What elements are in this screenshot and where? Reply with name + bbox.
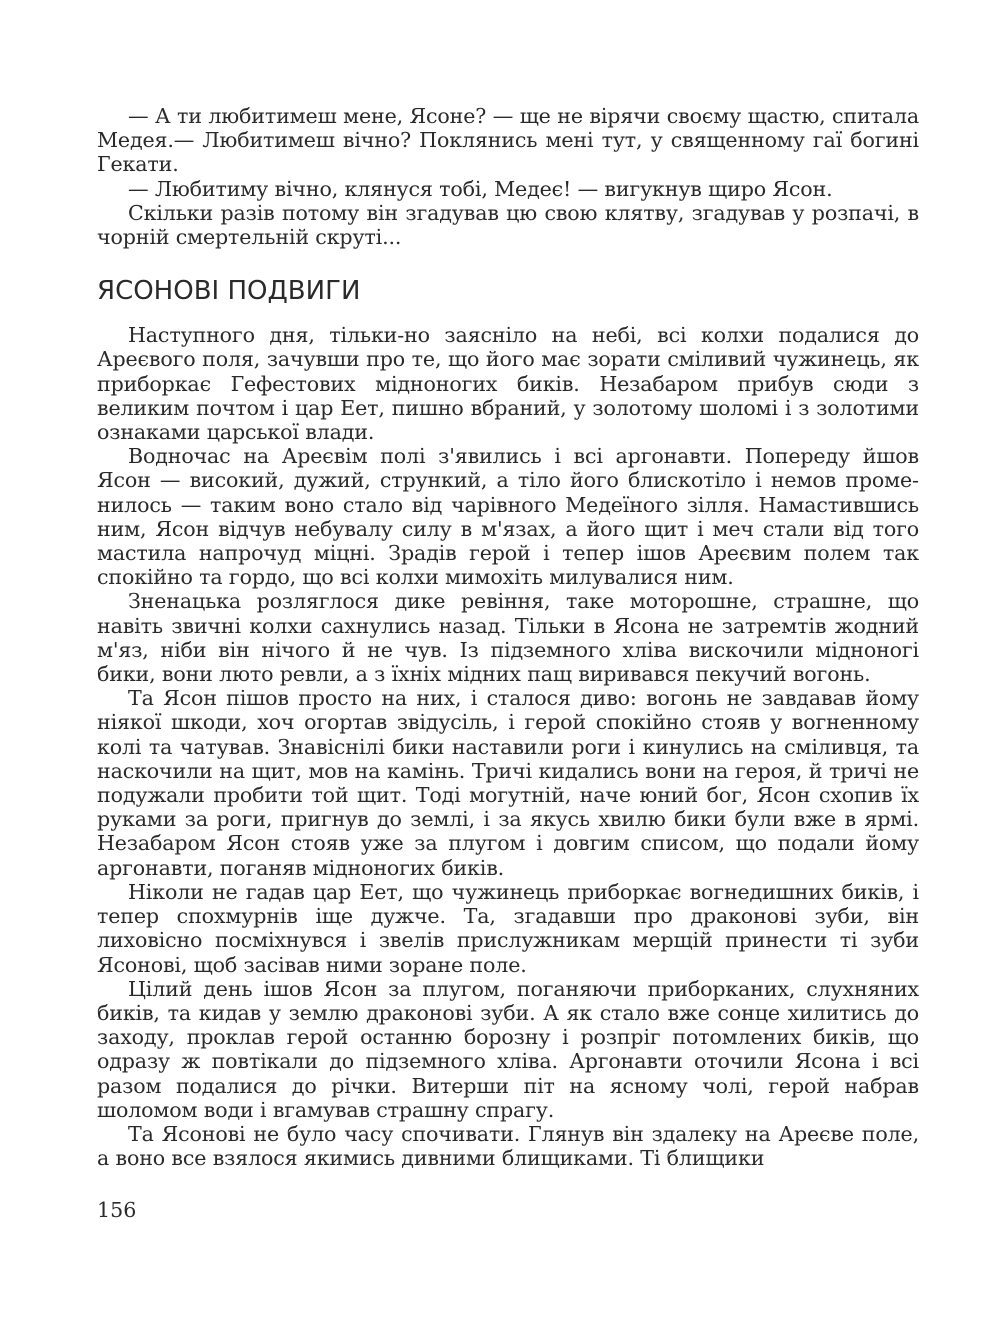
paragraph: Та Ясон пішов просто на них, і сталося диво: вогонь не завдавав йому ніякої шкоди, хоч огортав звідусіль, і герой спокійно стояв у вогненному колі та чатував. Знавіснілі бики наставили роги і кинулись на сміливця, та наскочили на щит, мов на камінь. Тричі кидались вони на героя, й тричі не подужали пробити той щит. Тоді могутній, наче юний бог, Ясон схопив їх руками за роги, пригнув до землі, і за якусь хвилю бики були вже в ярмі. Незабаром Ясон стояв уже за плугом і довгим списом, що подали йому аргонавти, поганяв мідноногих биків. [97, 686, 919, 880]
paragraph: — А ти любитимеш мене, Ясоне? — ще не вірячи своєму щастю, спитала Медея.— Любитимеш вічно? Поклянись мені тут, у священному гаї богині Гекати. [97, 104, 919, 177]
paragraph: Водночас на Ареєвім полі з'явились і всі аргонавти. Попереду йшов Ясон — високий, дужий, стрункий, а тіло його блискотіло і немов променилось — таким воно стало від чарівного Медеїного зілля. Намастившись ним, Ясон відчув небувалу силу в м'язах, а його щит і меч стали від того мастила напрочуд міцні. Зрадів герой і тепер ішов Ареєвим полем так спокійно та гордо, що всі колхи мимохіть милувалися ним. [97, 444, 919, 590]
paragraph: Скільки разів потому він згадував цю свою клятву, згадував у розпачі, в чорній смертельній скруті... [97, 200, 919, 250]
section-heading: ЯСОНОВІ ПОДВИГИ [97, 276, 361, 307]
page-number: 156 [97, 1198, 137, 1222]
paragraph: Наступного дня, тільки-но заясніло на небі, всі колхи подалися до Ареєвого поля, зачувши про те, що його має зорати сміливий чужинець, як приборкає Гефестових мідноногих биків. Незабаром прибув сюди з великим почтом і цар Еет, пишно вбраний, у золотому шоломі і з золотими ознаками царської влади. [97, 323, 919, 445]
paragraph: — Любитиму вічно, клянуся тобі, Медеє! — вигукнув щиро Ясон. [128, 176, 833, 201]
paragraph: Та Ясонові не було часу спочивати. Глянув він здалеку на Ареєве поле, а воно все взялося якимись дивними блищиками. Ті блищики [97, 1121, 919, 1171]
paragraph: Зненацька розляглося дике ревіння, таке моторошне, страшне, що навіть звичні колхи сахнулись назад. Тільки в Ясона не затремтів жодний м'яз, ніби він нічого й не чув. Із підземного хліва вискочили мідноногі бики, вони люто ревли, а з їхніх мідних пащ виривався пекучий вогонь. [97, 589, 919, 687]
section-body [97, 323, 919, 1170]
paragraph: Ніколи не гадав цар Еет, що чужинець приборкає вогнедишних биків, і тепер спохмурнів іще дужче. Та, згадавши про драконові зуби, він лиховісно посміхнувся і звелів прислужникам мерщій принести ті зуби Ясонові, щоб засівав ними зоране поле. [97, 879, 919, 977]
page-body [97, 104, 919, 1170]
intro-block [97, 104, 919, 249]
paragraph: Цілий день ішов Ясон за плугом, поганяючи приборканих, слухняних биків, та кидав у землю драконові зуби. А як стало вже сонце хилитись до заходу, проклав герой останню борозну і розпріг потомлених биків, що одразу ж повтікали до підземного хліва. Аргонавти оточили Ясона і всі разом подалися до річки. Витерши піт на ясному чолі, герой набрав шоломом води і вгамував страшну спрагу. [97, 976, 919, 1122]
